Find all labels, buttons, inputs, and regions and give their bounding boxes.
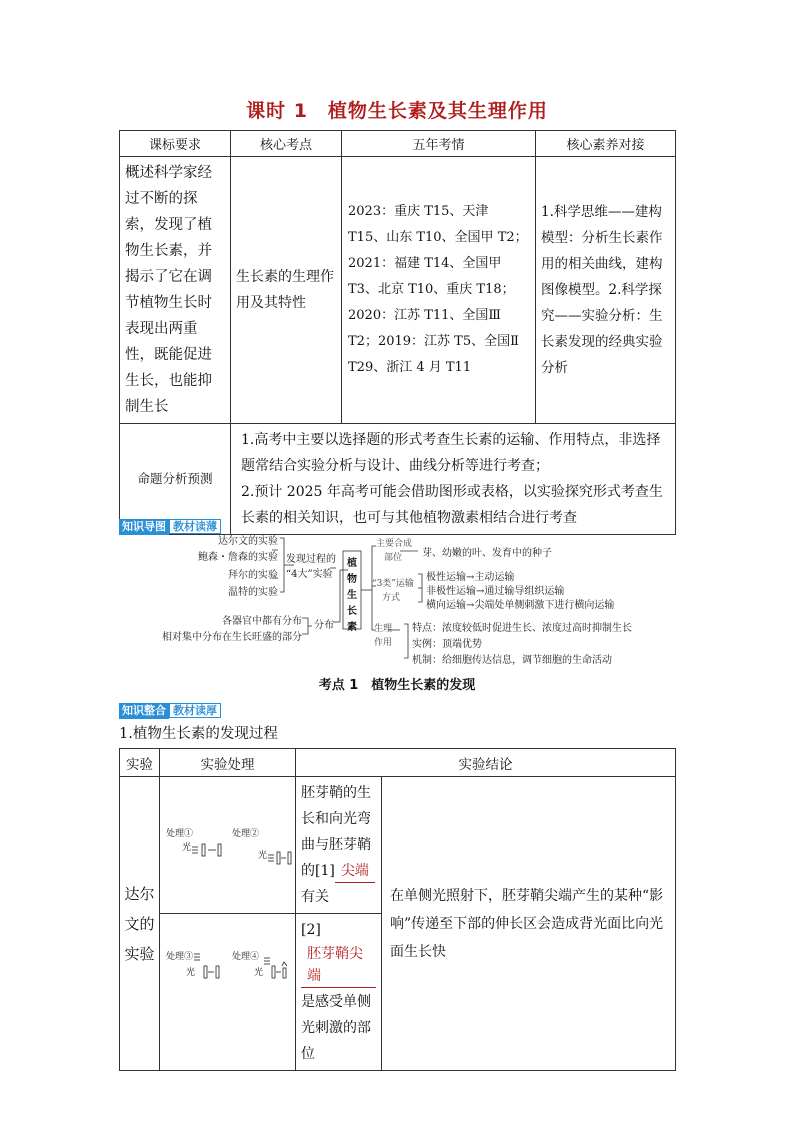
mm-boysen-jensen: 鲍森・詹森的实验 [198, 552, 278, 563]
header-core-point: 核心考点 [231, 131, 342, 157]
curriculum-requirement: 概述科学家经过不断的探索，发现了植物生长素，并揭示了它在调节植物生长时表现出两重性，既能促进生长，也能抑制生长 [120, 157, 231, 424]
forecast-content [231, 424, 676, 535]
mm-process-label: 发现过程的 [286, 554, 336, 565]
treatment-diagram-2 [160, 914, 296, 1071]
mm-physio-3: 机制：给细胞传达信息，调节细胞的生命活动 [412, 655, 612, 666]
subheading: 1.植物生长素的发现过程 [119, 726, 278, 742]
forecast-point-2: 2.预计 2025 年高考可能会借助图形或表格，以实验探究形式考查生长素的相关知识，也可与其他植物激素相结合进行考查 [241, 484, 663, 526]
tag-knowledge-integration: 知识整合 [119, 703, 169, 719]
mm-transport-label-1: “3类”运输 [372, 579, 414, 589]
mm-darwin: 达尔文的实验 [218, 536, 278, 547]
mm-went: 温特的实验 [228, 587, 278, 598]
five-year-exam-record: 2023：重庆 T15、天津 T15、山东 T10、全国甲 T2；2021：福建 T14、全国甲 T3、北京 T10、重庆 T18；2020：江苏 T11、全国Ⅲ T2；2019：江苏 T5、全国Ⅱ T29、浙江 4 月 T11 [342, 157, 536, 424]
table-row [120, 157, 676, 424]
knowledge-integration-tag [119, 699, 221, 719]
mm-synth-label-2: 部位 [384, 553, 403, 563]
page-title: 课时 1 植物生长素及其生理作用 [246, 100, 548, 122]
tag-textbook-thick: 教材读厚 [169, 703, 221, 718]
tag-textbook-thin: 教材读薄 [169, 519, 221, 534]
treat-label-2: 处理② [232, 829, 260, 839]
answer-1: 尖端 [335, 860, 375, 883]
mm-physio-2: 实例：顶端优势 [412, 639, 482, 650]
table-row [120, 777, 676, 914]
core-exam-point: 生长素的生理作用及其特性 [231, 157, 342, 424]
header-curriculum: 课标要求 [120, 131, 231, 157]
light-label-1: 光 [182, 843, 192, 853]
result-1: 胚芽鞘的生长和向光弯曲与胚芽鞘的[1] 尖端 有关 [296, 777, 382, 914]
light-label-2: 光 [258, 851, 268, 861]
core-literacy: 1.科学思维——建构模型：分析生长素作用的相关曲线，建构图像模型。2.科学探究——实验分析：生长素发现的经典实验分析 [536, 157, 676, 424]
mm-paal: 拜尔的实验 [228, 570, 278, 581]
mm-transport-3: 横向运输→尖端处单侧刺激下进行横向运输 [426, 600, 615, 611]
treat-label-3: 处理③ [166, 952, 194, 962]
mm-transport-2: 非极性运输→通过输导组织运输 [426, 586, 565, 597]
mm-physio-label-1: 生理 [374, 624, 393, 634]
mm-transport-1: 极性运输→主动运输 [426, 572, 515, 583]
table-header-row [120, 131, 676, 157]
mm-synth-text: 芽、幼嫩的叶、发育中的种子 [422, 548, 552, 559]
treat-label-4: 处理④ [232, 952, 260, 962]
mm-physio-1: 特点：浓度较低时促进生长、浓度过高时抑制生长 [412, 623, 632, 634]
treat-label-1: 处理① [166, 829, 194, 839]
table-header-row [120, 749, 676, 777]
header-literacy: 核心素养对接 [536, 131, 676, 157]
mm-synth-label-1: 主要合成 [376, 539, 413, 549]
discovery-table [119, 748, 676, 1071]
experiment-name: 达尔文的实验 [120, 777, 160, 1071]
mm-transport-label-2: 方式 [382, 593, 401, 603]
light-label-4: 光 [254, 968, 264, 978]
mm-dist-label: 分布 [314, 620, 334, 631]
result-2: [2]胚芽鞘尖端是感受单侧光刺激的部位 [296, 914, 382, 1071]
forecast-label: 命题分析预测 [120, 424, 231, 535]
answer-2: 胚芽鞘尖端 [301, 943, 376, 988]
mm-four-experiments: “4大”实验 [286, 569, 333, 580]
mm-dist-2: 相对集中分布在生长旺盛的部分 [162, 632, 302, 643]
header-treatment: 实验处理 [160, 749, 296, 777]
header-five-year: 五年考情 [342, 131, 536, 157]
course-overview-table [119, 130, 676, 535]
seedling-sketch-2 [160, 914, 296, 1024]
header-experiment: 实验 [120, 749, 160, 777]
mm-physio-label-2: 作用 [374, 638, 393, 648]
mm-dist-1: 各器官中都有分布 [222, 616, 302, 627]
header-conclusion: 实验结论 [296, 749, 676, 777]
seedling-sketch-1 [160, 777, 296, 912]
mind-map [160, 530, 660, 670]
tag-knowledge-map: 知识导图 [119, 519, 169, 535]
experiment-conclusion: 在单侧光照射下，胚芽鞘尖端产生的某种“影响”传递至下部的伸长区会造成背光面比向光面生长快 [382, 777, 676, 1071]
light-label-3: 光 [186, 968, 196, 978]
section-title: 考点 1 植物生长素的发现 [318, 678, 476, 693]
treatment-diagram-1 [160, 777, 296, 914]
mm-center: 植物生长素 [347, 558, 357, 633]
forecast-point-1: 1.高考中主要以选择题的形式考查生长素的运输、作用特点，非选择题常结合实验分析与设计、曲线分析等进行考查； [241, 432, 661, 474]
